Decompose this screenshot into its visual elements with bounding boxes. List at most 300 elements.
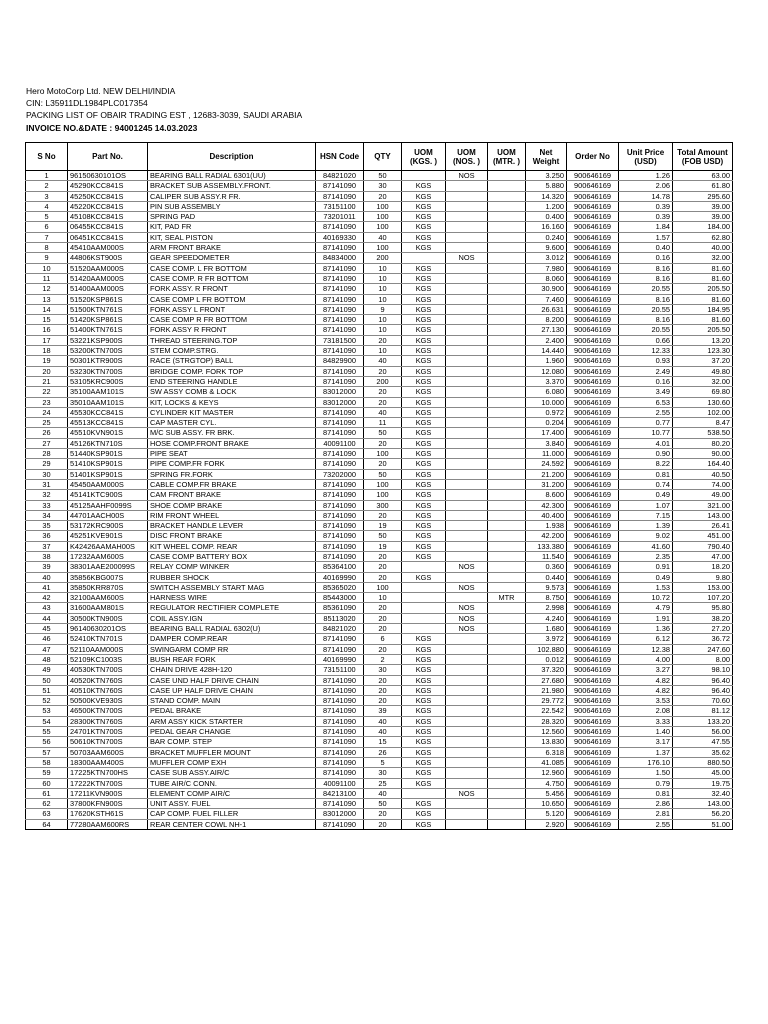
cell-part-no: 96150630101OS [68,171,148,181]
cell-hsn-code: 84829900 [316,356,364,366]
cell-order-no: 900646169 [567,675,619,685]
cell-total-amount: 8.47 [673,418,733,428]
cell-unit-price: 3.53 [619,696,673,706]
cell-qty: 40 [364,407,402,417]
cell-part-no: 45530KCC841S [68,407,148,417]
cell-part-no: 52109KC1003S [68,654,148,664]
cell-total-amount: 102.00 [673,407,733,417]
cell-uom-nos [446,572,488,582]
cell-hsn-code: 87141090 [316,706,364,716]
cell-part-no: 18300AAM400S [68,757,148,767]
cell-total-amount: 880.50 [673,757,733,767]
cell-qty: 9 [364,304,402,314]
cell-order-no: 900646169 [567,418,619,428]
cell-order-no: 900646169 [567,253,619,263]
cell-uom-kgs: KGS [402,304,446,314]
cell-uom-nos [446,449,488,459]
cell-order-no: 900646169 [567,593,619,603]
cell-net-weight: 9.573 [526,582,567,592]
cell-part-no: 44701AACH00S [68,510,148,520]
cell-uom-nos [446,459,488,469]
cell-order-no: 900646169 [567,438,619,448]
cell-qty: 20 [364,613,402,623]
table-row [26,521,733,531]
cell-uom-nos [446,696,488,706]
cell-uom-mtr [488,716,526,726]
cell-order-no: 900646169 [567,181,619,191]
cell-unit-price: 14.78 [619,191,673,201]
cell-uom-kgs [402,624,446,634]
cell-uom-kgs: KGS [402,696,446,706]
cell-sno: 35 [26,521,68,531]
cell-unit-price: 0.81 [619,788,673,798]
cell-unit-price: 8.22 [619,459,673,469]
cell-uom-nos [446,654,488,664]
cell-uom-kgs [402,562,446,572]
cell-unit-price: 0.16 [619,376,673,386]
cell-part-no: 17211KVN900S [68,788,148,798]
cell-order-no: 900646169 [567,500,619,510]
cell-uom-mtr [488,479,526,489]
cell-uom-mtr [488,819,526,829]
cell-uom-nos [446,418,488,428]
cell-description: BRACKET HANDLE LEVER [148,521,316,531]
cell-unit-price: 8.16 [619,294,673,304]
cell-part-no: 45108KCC841S [68,212,148,222]
cell-hsn-code: 85365020 [316,582,364,592]
cell-uom-mtr [488,665,526,675]
cell-total-amount: 47.55 [673,737,733,747]
cell-sno: 33 [26,500,68,510]
cell-total-amount: 90.00 [673,449,733,459]
cell-total-amount: 40.50 [673,469,733,479]
cell-part-no: K42426AAMAH00S [68,541,148,551]
cell-uom-kgs: KGS [402,490,446,500]
cell-uom-mtr [488,799,526,809]
cell-sno: 15 [26,315,68,325]
cell-total-amount: 51.00 [673,819,733,829]
cell-uom-mtr [488,201,526,211]
cell-qty: 100 [364,449,402,459]
cell-order-no: 900646169 [567,727,619,737]
cell-sno: 53 [26,706,68,716]
cell-uom-kgs: KGS [402,315,446,325]
cell-unit-price: 8.16 [619,263,673,273]
table-row [26,562,733,572]
table-row [26,284,733,294]
cell-uom-nos: NOS [446,562,488,572]
cell-unit-price: 4.79 [619,603,673,613]
table-row [26,335,733,345]
cell-hsn-code: 73181500 [316,335,364,345]
cell-sno: 27 [26,438,68,448]
cell-unit-price: 0.40 [619,243,673,253]
col-header-part-no: Part No. [68,143,148,171]
cell-uom-nos [446,263,488,273]
cell-sno: 32 [26,490,68,500]
cell-order-no: 900646169 [567,376,619,386]
cell-description: ARM FRONT BRAKE [148,243,316,253]
cell-hsn-code: 87141090 [316,737,364,747]
cell-total-amount: 153.00 [673,582,733,592]
cell-qty: 50 [364,171,402,181]
cell-uom-mtr [488,171,526,181]
invoice-line: INVOICE NO.&DATE : 94001245 14.03.2023 [26,123,198,133]
table-row [26,397,733,407]
cell-unit-price: 3.27 [619,665,673,675]
cell-uom-kgs: KGS [402,387,446,397]
cell-uom-mtr [488,315,526,325]
cell-uom-kgs: KGS [402,438,446,448]
cell-hsn-code: 87141090 [316,551,364,561]
cell-sno: 26 [26,428,68,438]
cell-hsn-code: 87141090 [316,294,364,304]
cell-total-amount: 40.00 [673,243,733,253]
cell-net-weight: 14.440 [526,346,567,356]
cell-unit-price: 0.79 [619,778,673,788]
cell-total-amount: 18.20 [673,562,733,572]
cell-hsn-code: 87141090 [316,418,364,428]
cell-part-no: 46500KTN700S [68,706,148,716]
table-row [26,644,733,654]
cell-order-no: 900646169 [567,397,619,407]
cell-unit-price: 1.84 [619,222,673,232]
cell-total-amount: 184.95 [673,304,733,314]
cell-qty: 20 [364,572,402,582]
cell-uom-nos [446,284,488,294]
cell-net-weight: 13.830 [526,737,567,747]
cell-order-no: 900646169 [567,273,619,283]
cell-qty: 200 [364,376,402,386]
cell-uom-kgs [402,603,446,613]
cell-uom-nos [446,819,488,829]
table-row [26,531,733,541]
cell-part-no: 45125AAHF0099S [68,500,148,510]
cell-net-weight: 0.204 [526,418,567,428]
cell-net-weight: 0.440 [526,572,567,582]
cell-part-no: 06451KCC841S [68,232,148,242]
cell-uom-nos [446,551,488,561]
cell-hsn-code: 87141090 [316,263,364,273]
cell-uom-mtr [488,438,526,448]
table-row [26,263,733,273]
cell-sno: 25 [26,418,68,428]
cell-part-no: 45450AAM000S [68,479,148,489]
col-header-sno: S No [26,143,68,171]
cell-total-amount: 143.00 [673,799,733,809]
cell-description: CAM FRONT BRAKE [148,490,316,500]
cell-total-amount: 164.40 [673,459,733,469]
table-row [26,613,733,623]
cell-qty: 11 [364,418,402,428]
cell-uom-nos [446,757,488,767]
cell-total-amount: 49.80 [673,366,733,376]
cell-uom-mtr [488,634,526,644]
cell-description: BUSH REAR FORK [148,654,316,664]
cell-net-weight: 8.750 [526,593,567,603]
table-row [26,819,733,829]
table-row [26,469,733,479]
cell-total-amount: 247.60 [673,644,733,654]
cell-order-no: 900646169 [567,387,619,397]
cell-uom-kgs: KGS [402,263,446,273]
cell-description: CASE COMP BATTERY BOX [148,551,316,561]
cell-hsn-code: 87141090 [316,191,364,201]
cell-uom-kgs: KGS [402,418,446,428]
cell-net-weight: 3.370 [526,376,567,386]
cell-qty: 19 [364,541,402,551]
cell-description: CAP COMP. FUEL FILLER [148,809,316,819]
cell-description: CYLINDER KIT MASTER [148,407,316,417]
cell-unit-price: 0.81 [619,469,673,479]
cell-uom-mtr [488,582,526,592]
cell-order-no: 900646169 [567,346,619,356]
cell-unit-price: 0.74 [619,479,673,489]
cell-qty: 2 [364,654,402,664]
cell-uom-kgs: KGS [402,469,446,479]
cell-hsn-code: 87141090 [316,510,364,520]
cell-net-weight: 0.972 [526,407,567,417]
cell-uom-nos [446,356,488,366]
cell-order-no: 900646169 [567,428,619,438]
cell-hsn-code: 73151100 [316,665,364,675]
cell-uom-nos [446,232,488,242]
cell-net-weight: 42.300 [526,500,567,510]
cell-hsn-code: 87141090 [316,449,364,459]
cell-net-weight: 8.200 [526,315,567,325]
cell-uom-nos [446,428,488,438]
cell-order-no: 900646169 [567,737,619,747]
cell-qty: 20 [364,551,402,561]
table-row [26,778,733,788]
cell-order-no: 900646169 [567,788,619,798]
cell-sno: 29 [26,459,68,469]
col-header-description: Description [148,143,316,171]
cell-total-amount: 130.60 [673,397,733,407]
cell-total-amount: 295.60 [673,191,733,201]
cell-hsn-code: 87141090 [316,325,364,335]
cell-qty: 100 [364,243,402,253]
cell-order-no: 900646169 [567,171,619,181]
cell-part-no: 50610KTN700S [68,737,148,747]
cell-total-amount: 81.60 [673,263,733,273]
cell-uom-nos [446,706,488,716]
cell-qty: 40 [364,716,402,726]
cell-qty: 300 [364,500,402,510]
cell-sno: 6 [26,222,68,232]
cell-uom-nos [446,541,488,551]
cell-total-amount: 538.50 [673,428,733,438]
table-row [26,294,733,304]
cell-net-weight: 11.540 [526,551,567,561]
cell-uom-kgs: KGS [402,737,446,747]
cell-hsn-code: 87141090 [316,346,364,356]
table-row [26,624,733,634]
cell-total-amount: 205.50 [673,325,733,335]
cell-description: BAR COMP. STEP [148,737,316,747]
cell-part-no: 45410AAM000S [68,243,148,253]
cell-order-no: 900646169 [567,294,619,304]
cell-uom-nos [446,469,488,479]
table-row [26,325,733,335]
cell-description: COIL ASSY.IGN [148,613,316,623]
cell-order-no: 900646169 [567,479,619,489]
cell-hsn-code: 85443000 [316,593,364,603]
cell-uom-mtr [488,685,526,695]
cell-part-no: 17225KTN700HS [68,768,148,778]
cell-qty: 20 [364,685,402,695]
cell-description: KIT WHEEL COMP. REAR [148,541,316,551]
cell-unit-price: 0.90 [619,449,673,459]
table-row [26,665,733,675]
table-row [26,603,733,613]
table-body [26,171,733,830]
cell-order-no: 900646169 [567,819,619,829]
cell-net-weight: 7.460 [526,294,567,304]
cell-sno: 55 [26,727,68,737]
cell-uom-kgs: KGS [402,181,446,191]
cell-qty: 30 [364,768,402,778]
cell-part-no: 35856KBG007S [68,572,148,582]
cell-part-no: 50301KTR900S [68,356,148,366]
cell-hsn-code: 73151100 [316,201,364,211]
cell-unit-price: 4.00 [619,654,673,664]
cell-total-amount: 35.62 [673,747,733,757]
cell-description: KIT, PAD FR [148,222,316,232]
cell-hsn-code: 87141090 [316,273,364,283]
cell-qty: 10 [364,315,402,325]
cell-total-amount: 26.41 [673,521,733,531]
company-line: Hero MotoCorp Ltd. NEW DELHI/INDIA [26,86,176,96]
cell-part-no: 40520KTN760S [68,675,148,685]
cell-uom-kgs: KGS [402,212,446,222]
cell-net-weight: 27.680 [526,675,567,685]
cell-sno: 5 [26,212,68,222]
cell-order-no: 900646169 [567,613,619,623]
cell-part-no: 35010AAM101S [68,397,148,407]
cell-qty: 10 [364,346,402,356]
table-row [26,654,733,664]
cell-qty: 50 [364,469,402,479]
cell-description: SPRING FR.FORK [148,469,316,479]
cell-hsn-code: 84821020 [316,624,364,634]
cell-uom-kgs: KGS [402,376,446,386]
cell-sno: 20 [26,366,68,376]
cell-part-no: 45141KTC900S [68,490,148,500]
cell-unit-price: 1.07 [619,500,673,510]
cell-uom-mtr [488,778,526,788]
cell-total-amount: 32.00 [673,376,733,386]
cell-unit-price: 2.55 [619,407,673,417]
cell-uom-kgs: KGS [402,335,446,345]
cell-uom-mtr [488,449,526,459]
cell-sno: 24 [26,407,68,417]
cell-sno: 46 [26,634,68,644]
cell-unit-price: 20.55 [619,304,673,314]
cell-uom-mtr [488,706,526,716]
cell-uom-kgs: KGS [402,809,446,819]
cell-order-no: 900646169 [567,325,619,335]
cell-unit-price: 6.12 [619,634,673,644]
cell-unit-price: 3.33 [619,716,673,726]
table-row [26,582,733,592]
table-row [26,201,733,211]
cell-unit-price: 2.86 [619,799,673,809]
cell-order-no: 900646169 [567,521,619,531]
cell-description: CASE COMP R FR BOTTOM [148,315,316,325]
cell-uom-nos [446,665,488,675]
cell-net-weight: 0.360 [526,562,567,572]
cell-description: FORK ASSY R FRONT [148,325,316,335]
cell-sno: 13 [26,294,68,304]
cell-hsn-code: 87141090 [316,768,364,778]
cell-order-no: 900646169 [567,263,619,273]
table-row [26,346,733,356]
cell-net-weight: 2.920 [526,819,567,829]
cell-part-no: 53221KSP900S [68,335,148,345]
cell-sno: 50 [26,675,68,685]
cell-qty: 20 [364,459,402,469]
cell-qty: 5 [364,757,402,767]
cell-unit-price: 3.17 [619,737,673,747]
cell-order-no: 900646169 [567,510,619,520]
col-header-qty: QTY [364,143,402,171]
cell-total-amount: 47.00 [673,551,733,561]
cell-total-amount: 81.12 [673,706,733,716]
cell-uom-nos [446,500,488,510]
col-header-net-weight: Net Weight [526,143,567,171]
cell-order-no: 900646169 [567,654,619,664]
cell-uom-mtr [488,253,526,263]
table-row [26,675,733,685]
cell-description: SHOE COMP BRAKE [148,500,316,510]
cell-uom-kgs: KGS [402,665,446,675]
cell-net-weight: 3.012 [526,253,567,263]
cell-uom-nos [446,222,488,232]
cell-uom-mtr [488,294,526,304]
table-row [26,716,733,726]
cell-hsn-code: 87141090 [316,696,364,706]
cell-order-no: 900646169 [567,191,619,201]
cell-sno: 23 [26,397,68,407]
cell-order-no: 900646169 [567,757,619,767]
cell-hsn-code: 85364100 [316,562,364,572]
cell-unit-price: 1.40 [619,727,673,737]
cell-sno: 31 [26,479,68,489]
cell-net-weight: 1.680 [526,624,567,634]
cell-uom-kgs: KGS [402,675,446,685]
cell-unit-price: 2.06 [619,181,673,191]
cell-uom-kgs: KGS [402,356,446,366]
cell-uom-mtr [488,273,526,283]
table-row [26,510,733,520]
cell-part-no: 52410KTN701S [68,634,148,644]
cell-part-no: 35850KRR870S [68,582,148,592]
table-row [26,428,733,438]
cell-uom-kgs: KGS [402,273,446,283]
cell-uom-nos: NOS [446,171,488,181]
cell-uom-mtr [488,490,526,500]
cell-unit-price: 2.81 [619,809,673,819]
cell-net-weight: 4.240 [526,613,567,623]
cell-part-no: 51520KSP861S [68,294,148,304]
cell-part-no: 06455KCC841S [68,222,148,232]
cell-qty: 20 [364,438,402,448]
cell-uom-nos [446,531,488,541]
cell-uom-kgs [402,613,446,623]
cell-uom-nos [446,325,488,335]
cell-description: MUFFLER COMP EXH [148,757,316,767]
